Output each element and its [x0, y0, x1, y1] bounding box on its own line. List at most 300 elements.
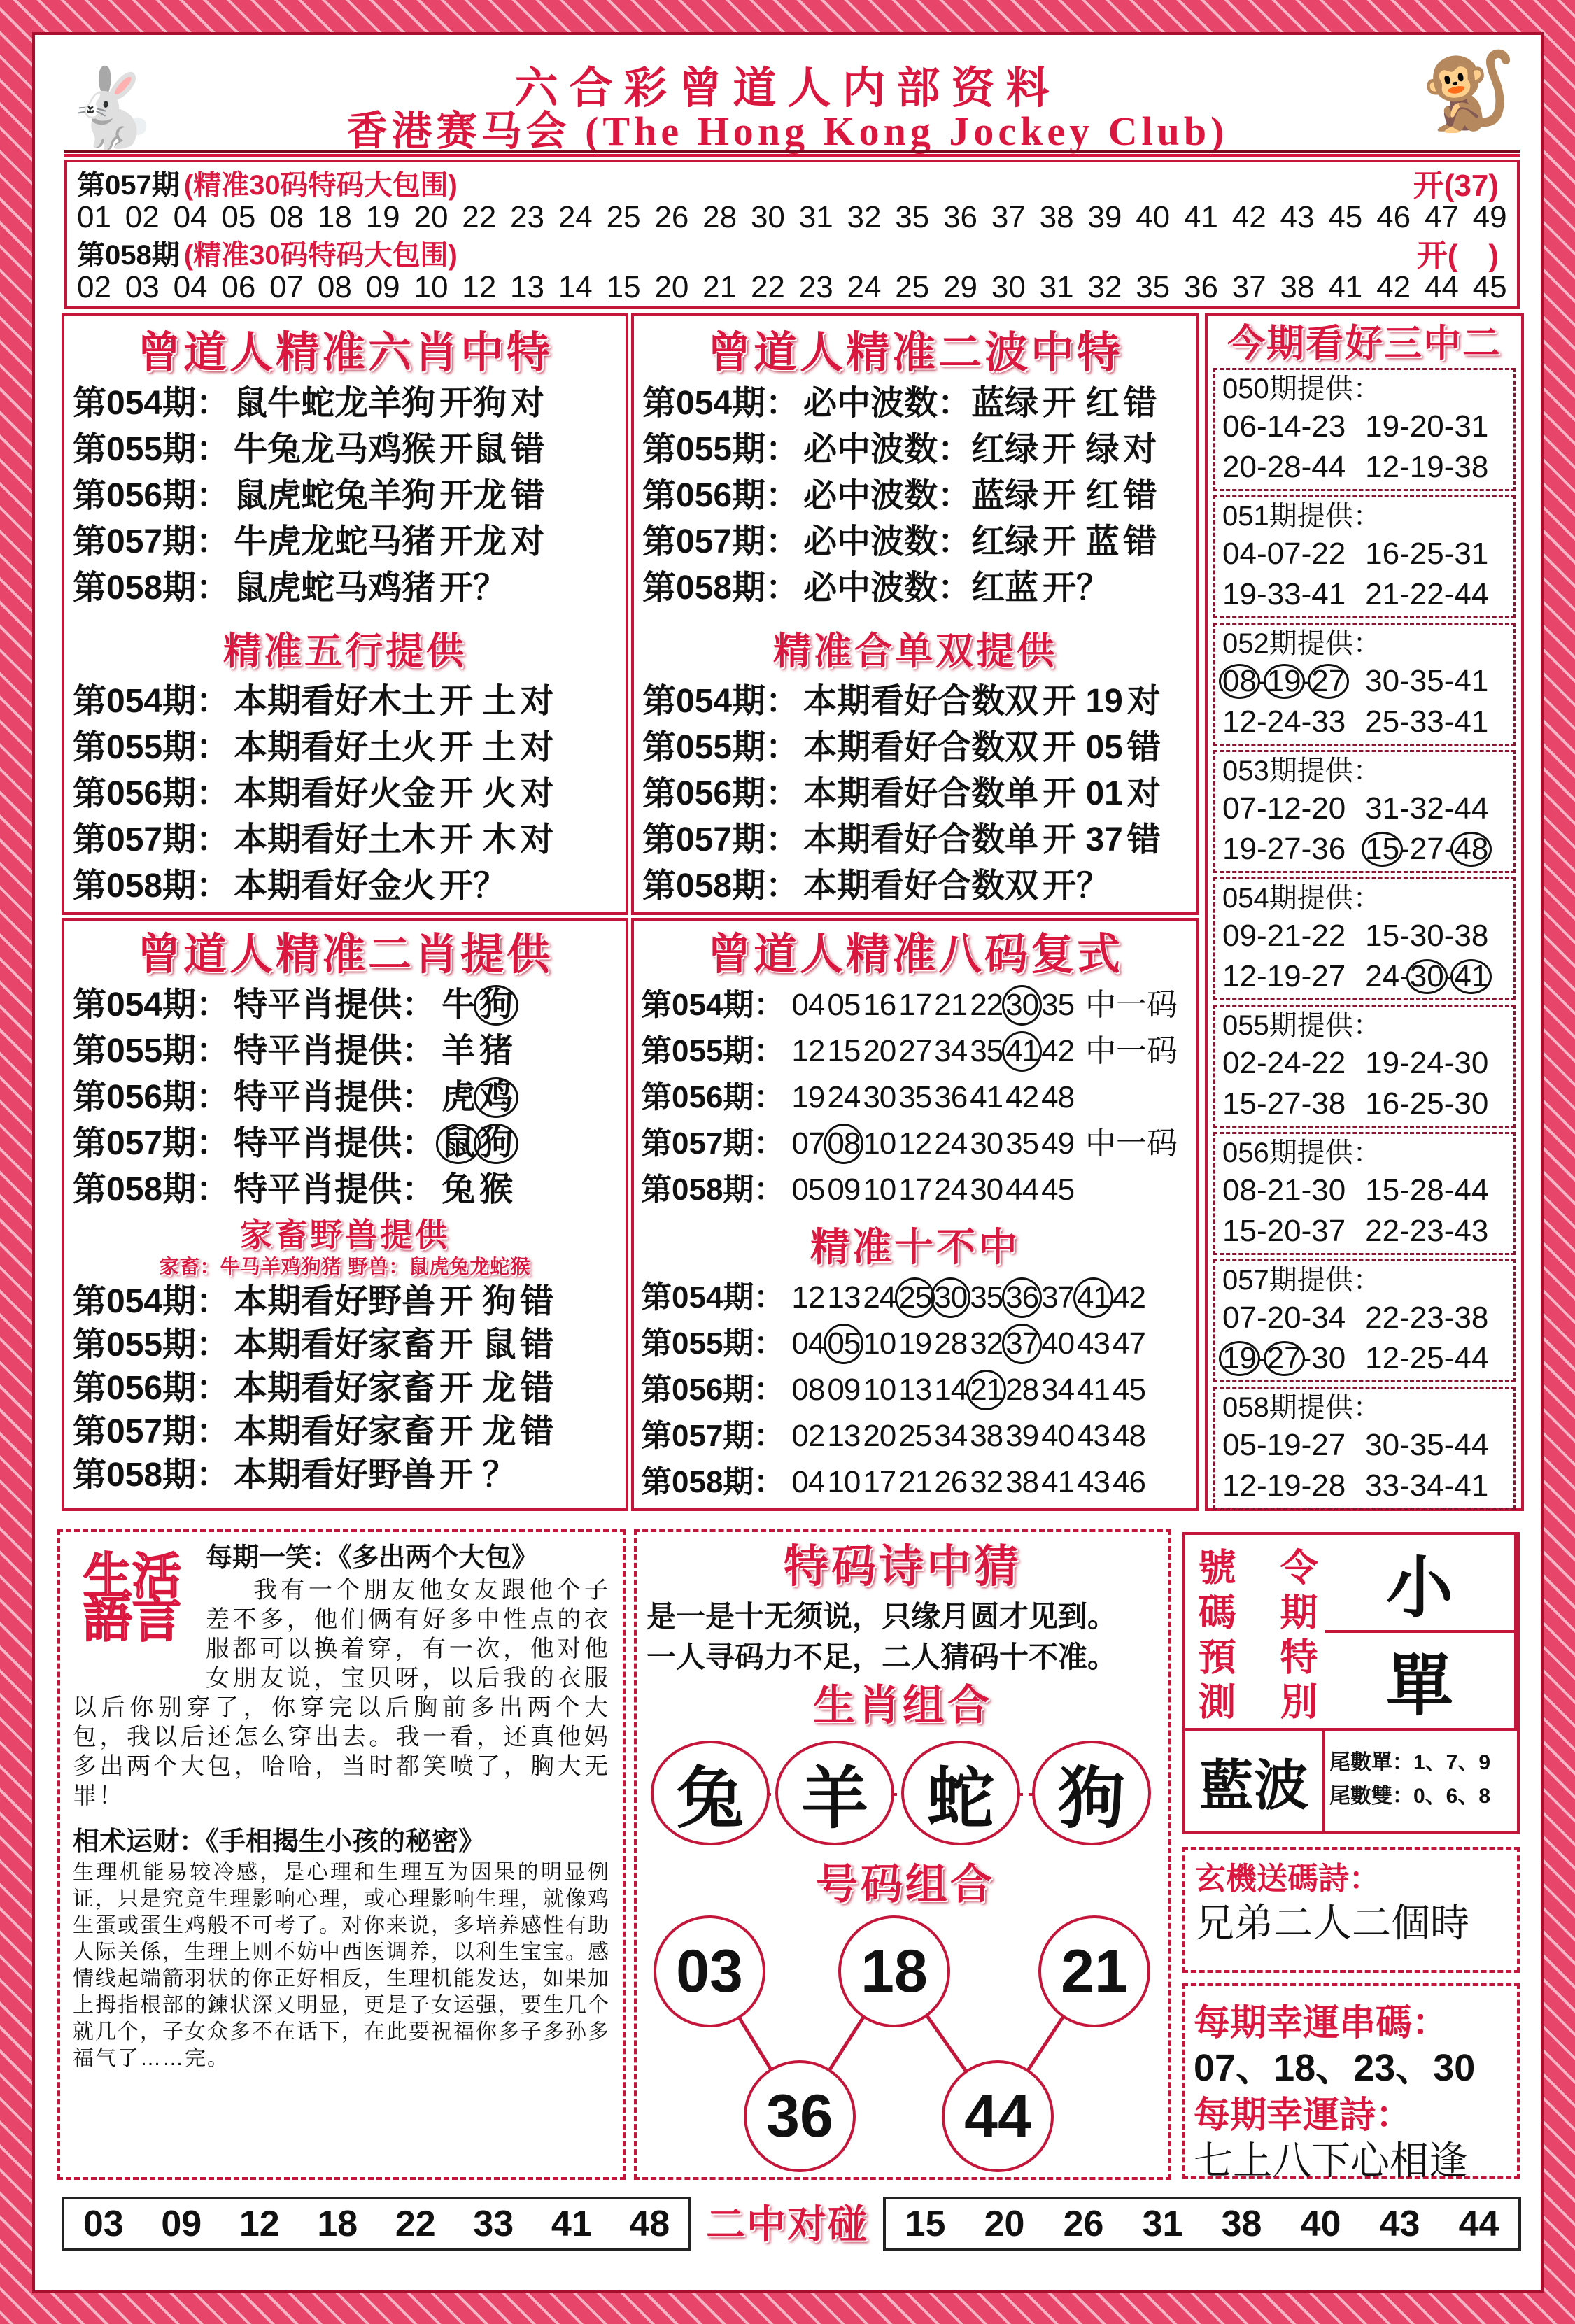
note: 中一码 [1085, 988, 1178, 1022]
number: 20 [863, 1419, 896, 1453]
wave-cell: 藍波 [1185, 1731, 1325, 1831]
dash-separator: - [1256, 704, 1267, 739]
triple [1365, 1170, 1488, 1211]
number: 08 [1222, 1173, 1257, 1207]
heading-col: 號碼預測 [1193, 1547, 1235, 1727]
pick-row [64, 1167, 626, 1213]
life-logo: 生活語言 [83, 1549, 181, 1647]
duipeng-number: 38 [1221, 2204, 1262, 2244]
number: 27 [1311, 661, 1346, 702]
period-label: 第057期： [73, 1413, 230, 1450]
number: 19 [1266, 1468, 1301, 1503]
number: 38 [1454, 450, 1489, 484]
triple [1222, 1170, 1346, 1211]
number: 12 [791, 1280, 825, 1315]
baowei-numbers [77, 200, 1510, 235]
pick-row [64, 427, 626, 473]
zodiac: 猪 [479, 1033, 514, 1070]
pick-text: 本期看好火金 [234, 775, 436, 812]
number: 17 [898, 988, 932, 1022]
dash-separator: - [1301, 704, 1312, 739]
number: 17 [863, 1465, 896, 1499]
number: 38 [1454, 919, 1489, 953]
pick-row [64, 519, 626, 565]
pick-row [64, 1324, 626, 1367]
dash-separator: - [1443, 537, 1455, 571]
baowei-number: 30 [991, 270, 1026, 304]
triple [1365, 447, 1488, 488]
number: 41 [1454, 956, 1488, 997]
dash-separator: - [1301, 1428, 1312, 1462]
dash-separator: - [1443, 1086, 1455, 1121]
pick-text: 本期看好合数双 [803, 729, 1039, 766]
verdict: 对 [520, 821, 554, 858]
period-label: 第056期： [641, 1080, 785, 1114]
pick-text: 鼠虎蛇兔羊狗 [234, 477, 436, 514]
baowei-number: 42 [1231, 200, 1266, 234]
triple [1222, 1211, 1346, 1252]
baowei-number: 38 [1280, 270, 1315, 304]
period-label: 第055期： [642, 729, 800, 766]
number: 12 [1222, 704, 1257, 739]
pick-text: 本期看好木土 [234, 683, 436, 720]
numbers [791, 1459, 1145, 1505]
number: 28 [1005, 1373, 1039, 1407]
sanzhonger-group [1213, 750, 1516, 873]
pick-row [64, 863, 626, 909]
dash-separator: - [1399, 1173, 1410, 1207]
dash-separator: - [1443, 1301, 1455, 1335]
verdict: 错 [1123, 523, 1157, 560]
triple-line [1222, 1466, 1506, 1506]
open-result: 开 37 [1043, 821, 1123, 858]
number: 35 [1041, 988, 1075, 1022]
open-result: 开 龙 [439, 1413, 516, 1450]
number: 12 [1365, 450, 1400, 484]
number: 19 [1365, 409, 1400, 444]
period-label: 第058期： [73, 1171, 230, 1208]
dash-separator: - [1301, 1214, 1312, 1248]
number: 04 [791, 1465, 825, 1499]
combo-connectors [637, 1532, 1174, 2183]
baowei-number: 09 [365, 270, 400, 304]
erbo-rows [634, 381, 1196, 611]
triple [1365, 1466, 1488, 1506]
period-label: 第054期： [641, 988, 785, 1022]
number: 35 [1005, 1126, 1039, 1161]
pick-text: 本期看好家畜 [234, 1370, 436, 1407]
baowei-number: 49 [1472, 200, 1507, 234]
number: 09 [1222, 919, 1257, 953]
lucky-poem-title: 每期幸運詩： [1194, 2095, 1413, 2136]
triple [1365, 916, 1488, 956]
triple [1222, 534, 1346, 574]
number: 41 [1454, 704, 1489, 739]
pick-text: 必中波数：蓝绿 [803, 385, 1039, 422]
forecast-heading [1185, 1535, 1325, 1731]
number: 10 [863, 1126, 896, 1161]
shibuzhong-rows [634, 1275, 1196, 1505]
pick-row [64, 1028, 626, 1075]
palm-title: 相术运财：《手相揭生小孩的秘密》 [73, 1827, 486, 1857]
number-row [634, 1413, 1196, 1459]
duipeng-number: 09 [161, 2204, 202, 2244]
number: 39 [1005, 1419, 1039, 1453]
number: 30 [1365, 664, 1400, 698]
dash-separator: - [1399, 664, 1410, 698]
number: 30 [934, 1275, 967, 1321]
pick-text: 本期看好合数单 [803, 821, 1039, 858]
number: 15 [1222, 1214, 1257, 1248]
zodiac: 鼠 [439, 1121, 477, 1167]
number: 34 [1311, 1301, 1346, 1335]
triple [1365, 1298, 1488, 1338]
baowei-number: 47 [1424, 200, 1459, 234]
numbers [791, 1367, 1145, 1413]
number: 41 [1005, 1028, 1038, 1075]
number: 14 [934, 1373, 968, 1407]
dash-separator: - [1256, 1428, 1267, 1462]
period-label: 第057期： [642, 821, 800, 858]
verdict: 错 [520, 1283, 554, 1320]
number: 36 [1005, 1275, 1038, 1321]
triple [1222, 406, 1346, 447]
triple [1222, 1298, 1346, 1338]
dash-separator: - [1443, 959, 1455, 993]
period-label: 第054期： [73, 683, 230, 720]
dash-separator: - [1256, 1086, 1267, 1121]
joke-body: 我有一个朋友他女友跟他个子差不多，他们俩有好多中性点的衣服都可以换着穿，有一次，他对他女朋友说，宝贝呀，以后我的衣服以后你别穿了，你穿完以后胸前多出两个大包，我以后还怎么穿出去。我一看，还真他妈多出两个大包，哈哈，当时都笑喷了，胸大无罪！ [73, 1577, 610, 1809]
dash-separator: - [1301, 577, 1312, 611]
verdict: 对 [1126, 683, 1161, 720]
open-result: 开( ) [1416, 239, 1499, 273]
number: 14 [1266, 409, 1301, 444]
number-row [634, 1321, 1196, 1367]
pick-text: 本期看好家畜 [234, 1326, 436, 1363]
pick-text: 本期看好土木 [234, 821, 436, 858]
number: 49 [1041, 1126, 1075, 1161]
dash-separator: - [1256, 1046, 1267, 1080]
dash-separator: - [1443, 409, 1455, 444]
pick-row [634, 725, 1196, 771]
period-label: 第054期： [642, 385, 800, 422]
group-label: 053期提供： [1222, 756, 1381, 786]
baowei-number: 12 [462, 270, 497, 304]
number: 27 [1311, 959, 1346, 993]
number-row [634, 1121, 1196, 1167]
dash-separator: - [1301, 1046, 1312, 1080]
number: 43 [1454, 1214, 1489, 1248]
period-label: 第055期： [642, 431, 800, 468]
duipeng-number: 22 [395, 2204, 436, 2244]
baowei-numbers [77, 270, 1510, 305]
baowei-number: 44 [1424, 270, 1459, 304]
verdict: 错 [520, 1370, 554, 1407]
tail-cell [1325, 1731, 1517, 1831]
number: 34 [934, 1034, 968, 1068]
dash-separator: - [1443, 919, 1455, 953]
group-label: 058期提供： [1222, 1392, 1381, 1423]
triple-line [1222, 1084, 1506, 1124]
pick-text: 特平肖提供： [234, 1125, 436, 1162]
dash-separator: - [1301, 664, 1312, 698]
erxiao-rows [64, 982, 626, 1213]
verdict: 对 [511, 385, 545, 422]
zodiac: 狗 [477, 982, 515, 1028]
secret-poem: 兄弟二人二個時 [1195, 1901, 1469, 1945]
number: 12 [898, 1126, 932, 1161]
zodiac-pair [439, 1028, 515, 1075]
liuxiao-title: 曾道人精准六肖中特 [136, 329, 553, 377]
dash-separator: - [1443, 1468, 1455, 1503]
triple-line [1222, 1211, 1506, 1252]
number-combo-title: 号码组合 [816, 1861, 995, 1908]
dash-separator: - [1399, 791, 1410, 826]
triple-line [1222, 829, 1506, 870]
triple [1365, 1338, 1488, 1379]
baowei-number: 32 [847, 200, 882, 234]
period-label: 第057期： [73, 1125, 230, 1162]
number: 19 [1267, 661, 1301, 702]
pick-text: 牛兔龙马鸡猴 [234, 431, 436, 468]
number: 09 [827, 1172, 861, 1207]
open-result: 开 红 [1043, 477, 1120, 514]
life-panel [57, 1529, 626, 2180]
zodiac-circle: 狗 [1032, 1741, 1151, 1845]
number: 07 [1222, 791, 1257, 826]
baowei-number: 03 [125, 270, 160, 304]
triple-line [1222, 916, 1506, 956]
number: 35 [1409, 1428, 1444, 1462]
note: 中一码 [1085, 1126, 1178, 1161]
number: 30 [1365, 1428, 1400, 1462]
dash-separator: - [1399, 1301, 1410, 1335]
pick-text: 本期看好土火 [234, 729, 436, 766]
number: 24 [1365, 959, 1400, 993]
pick-text: 必中波数：红绿 [803, 523, 1039, 560]
group-label: 056期提供： [1222, 1138, 1381, 1168]
number: 15 [1222, 1086, 1257, 1121]
zodiac-circle: 兔 [651, 1741, 770, 1845]
baowei-number: 19 [365, 200, 400, 234]
baowei-head [77, 165, 1510, 203]
pick-row [634, 381, 1196, 427]
dash-separator: - [1256, 919, 1267, 953]
pick-text: 鼠牛蛇龙羊狗 [234, 385, 436, 422]
baowei-number: 24 [847, 270, 882, 304]
verdict: 错 [1123, 385, 1157, 422]
verdict: 错 [511, 477, 545, 514]
tail-even: 尾數雙：0、6、8 [1329, 1785, 1491, 1808]
number: 31 [1454, 537, 1489, 571]
pick-row [64, 565, 626, 611]
number: 16 [1365, 537, 1400, 571]
number: 04 [791, 988, 825, 1022]
number: 37 [1311, 1214, 1346, 1248]
verdict: 对 [520, 729, 554, 766]
pick-row [64, 1367, 626, 1410]
number: 33 [1311, 704, 1346, 739]
period-label: 第056期： [73, 775, 230, 812]
number: 41 [1454, 1468, 1489, 1503]
verdict: 错 [520, 1413, 554, 1450]
number: 43 [1077, 1419, 1110, 1453]
duipeng-number: 18 [317, 2204, 358, 2244]
period-label: 第058期： [642, 569, 800, 607]
secret-poem-box [1182, 1847, 1520, 1973]
heading-col: 令期特別 [1275, 1547, 1317, 1727]
pick-row [64, 817, 626, 863]
triple [1365, 788, 1488, 829]
number: 38 [1311, 1086, 1346, 1121]
number: 05 [827, 988, 861, 1022]
number: 30 [1410, 956, 1444, 997]
number-circle: 21 [1038, 1915, 1150, 2027]
heshuang-title: 精准合单双提供 [773, 630, 1057, 672]
baowei-number: 30 [750, 200, 785, 234]
number: 44 [1454, 1341, 1489, 1375]
number: 48 [1041, 1080, 1075, 1114]
pick-row [634, 565, 1196, 611]
triple-line [1222, 447, 1506, 488]
baowei-number: 14 [558, 270, 593, 304]
pick-row [634, 519, 1196, 565]
number: 35 [1409, 664, 1444, 698]
number: 34 [1409, 1468, 1444, 1503]
pick-row [64, 982, 626, 1028]
number: 21 [1266, 1173, 1301, 1207]
dash-separator: - [1301, 1301, 1312, 1335]
number: 34 [934, 1419, 968, 1453]
open-result: 开 绿 [1043, 431, 1120, 468]
dash-separator: - [1301, 1341, 1312, 1375]
dash-separator: - [1256, 1468, 1267, 1503]
dash-separator: - [1399, 919, 1410, 953]
number: 35 [970, 1034, 1003, 1068]
duipeng-number: 33 [473, 2204, 514, 2244]
baowei-number: 26 [654, 200, 689, 234]
period-label: 第055期： [73, 729, 230, 766]
pick-text: 本期看好合数双 [803, 867, 1039, 905]
baowei-period: 第058期 (精准30码特码大包围) [77, 239, 458, 271]
number-row [634, 1028, 1196, 1075]
dash-separator: - [1443, 704, 1455, 739]
erbo-heshuang-panel [631, 313, 1199, 915]
number: 44 [1311, 450, 1346, 484]
zodiac: 鸡 [477, 1075, 515, 1121]
baowei-number: 22 [462, 200, 497, 234]
dash-separator: - [1301, 919, 1312, 953]
dash-separator: - [1443, 577, 1455, 611]
baowei-number: 02 [125, 200, 160, 234]
wuxing-rows [64, 679, 626, 909]
lucky-title: 每期幸運串碼： [1194, 2003, 1449, 2043]
number: 46 [1113, 1465, 1145, 1499]
period-label: 第056期： [642, 477, 800, 514]
pick-row [64, 1121, 626, 1167]
period-label: 第058期： [641, 1172, 785, 1207]
verdict: 错 [1123, 477, 1157, 514]
number: 35 [898, 1080, 932, 1114]
triple-line [1222, 956, 1506, 997]
baowei-number: 37 [1231, 270, 1266, 304]
dash-separator: - [1399, 832, 1410, 866]
number: 43 [1077, 1465, 1110, 1499]
dash-separator: - [1256, 1301, 1267, 1335]
number: 19 [1365, 1046, 1400, 1080]
baowei-number: 42 [1376, 270, 1411, 304]
baowei-number: 32 [1087, 270, 1122, 304]
number: 15 [1365, 1173, 1400, 1207]
pick-text: 本期看好金火 [234, 867, 436, 905]
number: 13 [827, 1280, 861, 1315]
dash-separator: - [1399, 1214, 1410, 1248]
number: 07 [1266, 537, 1301, 571]
dash-separator: - [1256, 1341, 1267, 1375]
number: 17 [898, 1172, 932, 1207]
number: 05 [827, 1321, 860, 1367]
number: 30 [1005, 982, 1038, 1028]
erbo-title: 曾道人精准二波中特 [707, 329, 1123, 377]
sanzhonger-group [1213, 495, 1516, 618]
dash-separator: - [1399, 537, 1410, 571]
number: 27 [1266, 1086, 1301, 1121]
number: 38 [1005, 1465, 1039, 1499]
baowei-number: 20 [414, 200, 449, 234]
parity-cell: 單 [1325, 1633, 1517, 1731]
number: 44 [1454, 577, 1489, 611]
duipeng-number: 48 [629, 2204, 670, 2244]
sanzhonger-group [1213, 623, 1516, 746]
open-result: 开龙 [439, 477, 507, 514]
number: 04 [791, 1326, 825, 1361]
dash-separator: - [1443, 1046, 1455, 1080]
numbers [791, 1075, 1074, 1121]
number: 08 [1222, 661, 1257, 702]
erxiao-jiachu-panel [62, 918, 628, 1511]
number: 36 [1311, 832, 1346, 866]
number: 24 [1266, 704, 1301, 739]
zodiac: 虎 [442, 1079, 476, 1116]
number: 20 [1266, 1301, 1301, 1335]
duipeng-number: 31 [1142, 2204, 1183, 2244]
number-row [634, 1075, 1196, 1121]
secret-title: 玄機送碼詩： [1195, 1862, 1380, 1896]
period-label: 第054期： [642, 683, 800, 720]
number: 30 [1454, 1086, 1489, 1121]
heshuang-rows [634, 679, 1196, 909]
lucky-poem: 七上八下心相逢 [1194, 2139, 1468, 2183]
dash-separator: - [1399, 409, 1410, 444]
number: 25 [1409, 537, 1444, 571]
number: 21 [898, 1465, 932, 1499]
number: 44 [1454, 1173, 1489, 1207]
dash-separator: - [1443, 832, 1455, 866]
baowei-number: 13 [510, 270, 544, 304]
triple-line [1222, 1298, 1506, 1338]
pick-row [64, 1410, 626, 1454]
dash-separator: - [1443, 791, 1455, 826]
pick-row [64, 1075, 626, 1121]
dash-separator: - [1256, 409, 1267, 444]
sanzhonger-group [1213, 1259, 1516, 1382]
number: 28 [1409, 1173, 1444, 1207]
open-result: 开 红 [1043, 385, 1120, 422]
number: 28 [934, 1326, 968, 1361]
dash-separator: - [1301, 1086, 1312, 1121]
number: 30 [970, 1126, 1003, 1161]
period-label: 第056期： [642, 775, 800, 812]
